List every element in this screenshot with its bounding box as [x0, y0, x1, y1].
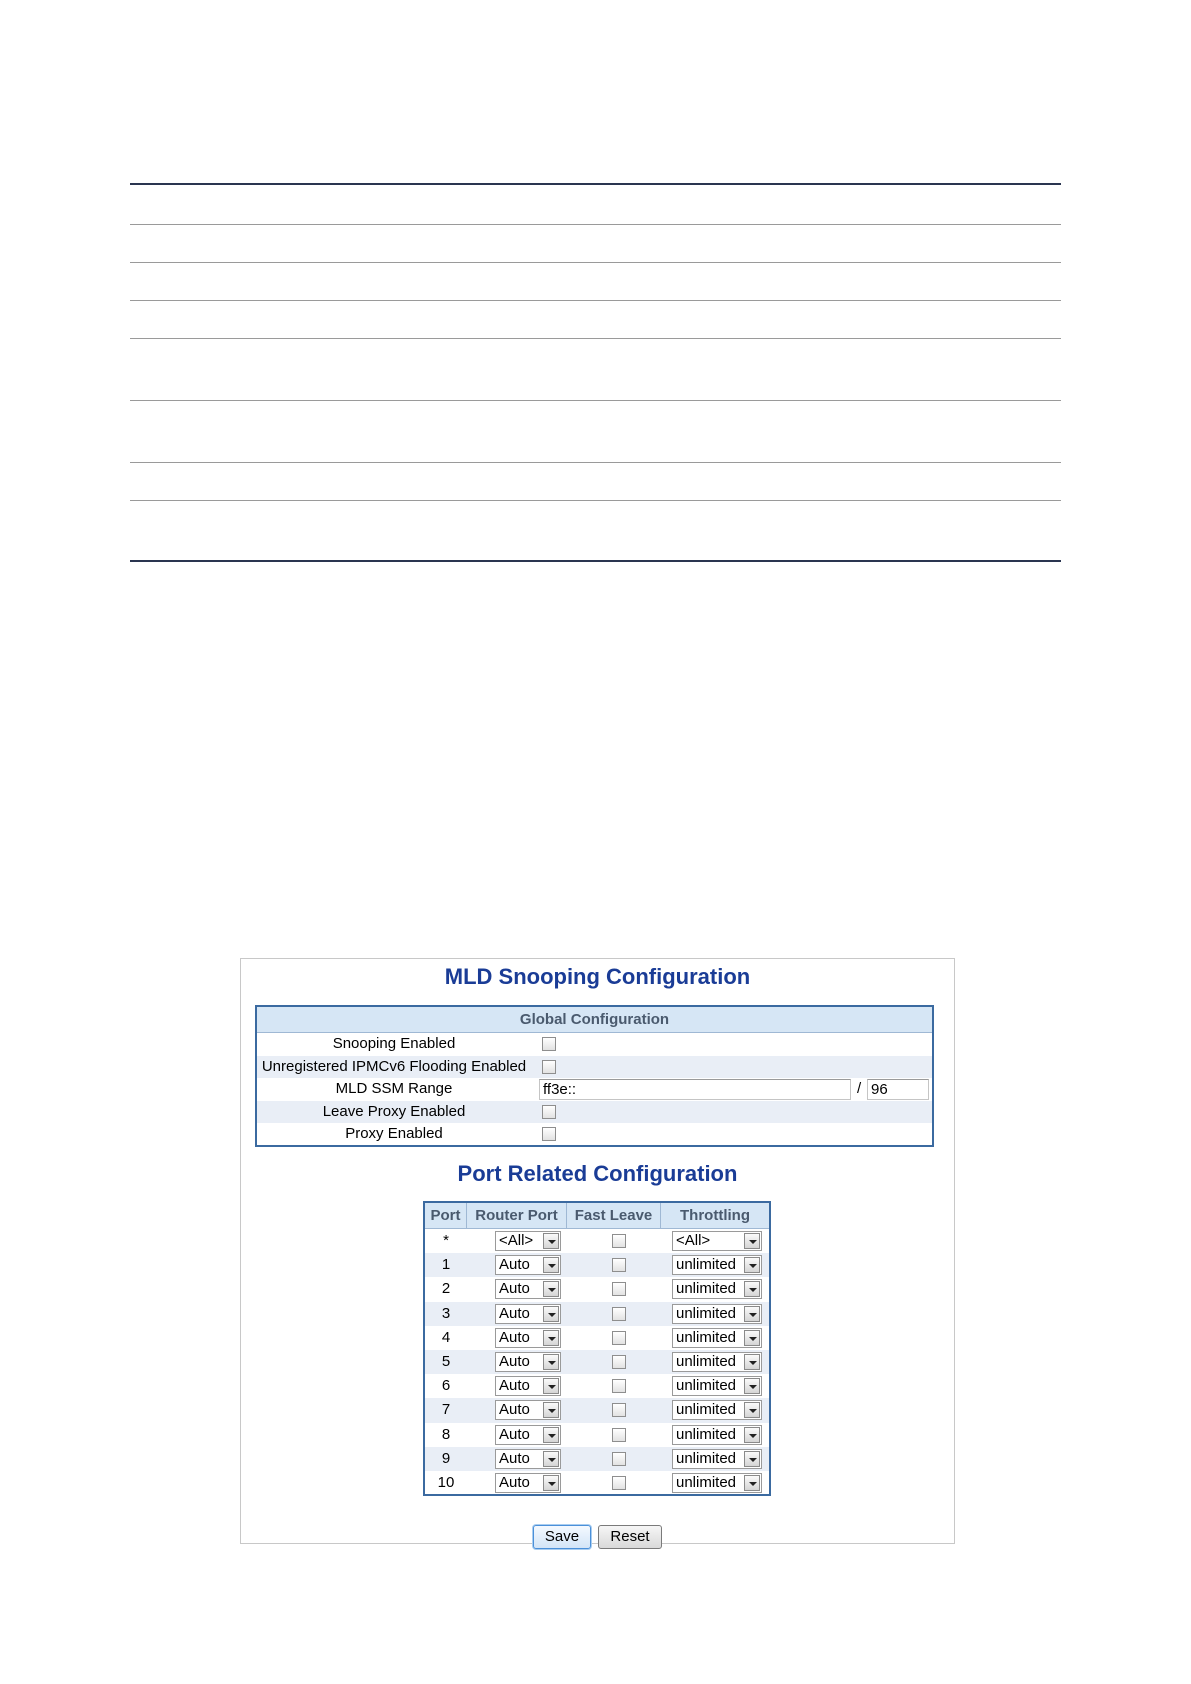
- chevron-down-icon[interactable]: [744, 1378, 760, 1394]
- throttling-value: unlimited: [676, 1449, 737, 1467]
- throttling-value: unlimited: [676, 1280, 737, 1298]
- table-row: [425, 1277, 769, 1301]
- throttling-select[interactable]: [672, 1352, 762, 1372]
- router-port-select[interactable]: [495, 1304, 561, 1324]
- fast-leave-checkbox[interactable]: [612, 1234, 626, 1248]
- chevron-down-icon[interactable]: [543, 1281, 559, 1297]
- router-port-value: Auto: [499, 1449, 530, 1467]
- router-port-value: Auto: [499, 1256, 530, 1274]
- chevron-down-icon[interactable]: [543, 1402, 559, 1418]
- router-port-select[interactable]: [495, 1400, 561, 1420]
- router-port-value: Auto: [499, 1425, 530, 1443]
- port-number: 7: [441, 1401, 451, 1419]
- port-number: *: [443, 1232, 449, 1249]
- table-row: [425, 1447, 769, 1471]
- chevron-down-icon[interactable]: [543, 1233, 559, 1249]
- ruled-table: [130, 183, 1061, 561]
- chevron-down-icon[interactable]: [744, 1402, 760, 1418]
- table-row: [425, 1423, 769, 1447]
- router-port-select[interactable]: [495, 1352, 561, 1372]
- port-number: 9: [441, 1449, 451, 1467]
- router-port-select[interactable]: [495, 1376, 561, 1396]
- chevron-down-icon[interactable]: [543, 1475, 559, 1491]
- table-rule-top: [130, 183, 1061, 185]
- throttling-value: unlimited: [676, 1328, 737, 1346]
- chevron-down-icon[interactable]: [744, 1281, 760, 1297]
- table-rule: [130, 262, 1061, 263]
- table-row: [425, 1374, 769, 1398]
- leave-proxy-row: [257, 1101, 932, 1124]
- table-row: [425, 1326, 769, 1350]
- snooping-enabled-label: Snooping Enabled: [332, 1035, 456, 1052]
- throttling-select[interactable]: [672, 1231, 762, 1251]
- table-row: [425, 1471, 769, 1495]
- port-number: 8: [441, 1425, 451, 1443]
- port-number: 3: [441, 1304, 451, 1322]
- throttling-value: unlimited: [676, 1401, 737, 1419]
- port-table-header: [425, 1203, 769, 1229]
- port-number: 2: [441, 1280, 451, 1298]
- throttling-select[interactable]: [672, 1400, 762, 1420]
- table-rule: [130, 224, 1061, 225]
- router-port-value: Auto: [499, 1352, 530, 1370]
- throttling-value: unlimited: [676, 1352, 737, 1370]
- ssm-range-separator: /: [857, 1080, 862, 1098]
- table-rule: [130, 400, 1061, 401]
- fast-leave-checkbox[interactable]: [612, 1452, 626, 1466]
- router-port-value: Auto: [499, 1401, 530, 1419]
- router-port-select[interactable]: [495, 1255, 561, 1275]
- leave-proxy-checkbox[interactable]: [542, 1105, 556, 1119]
- page-title: MLD Snooping Configuration: [444, 964, 751, 989]
- mld-snooping-panel: [240, 958, 955, 1544]
- throttling-select[interactable]: [672, 1279, 762, 1299]
- fast-leave-checkbox[interactable]: [612, 1428, 626, 1442]
- table-row: [425, 1253, 769, 1277]
- table-rule: [130, 338, 1061, 339]
- save-button[interactable]: Save: [533, 1525, 591, 1549]
- table-rule: [130, 462, 1061, 463]
- fast-leave-checkbox[interactable]: [612, 1258, 626, 1272]
- fast-leave-checkbox[interactable]: [612, 1282, 626, 1296]
- chevron-down-icon[interactable]: [744, 1306, 760, 1322]
- throttling-select[interactable]: [672, 1255, 762, 1275]
- ssm-range-label: MLD SSM Range: [335, 1080, 453, 1098]
- router-port-value: Auto: [499, 1304, 530, 1322]
- router-port-value: Auto: [499, 1473, 530, 1491]
- fast-leave-checkbox[interactable]: [612, 1476, 626, 1490]
- chevron-down-icon[interactable]: [543, 1354, 559, 1370]
- router-port-select[interactable]: [495, 1449, 561, 1469]
- ssm-range-prefix-input[interactable]: ff3e::: [539, 1079, 851, 1100]
- global-configuration-header: Global Configuration: [257, 1007, 932, 1033]
- chevron-down-icon[interactable]: [744, 1451, 760, 1467]
- router-port-select[interactable]: [495, 1473, 561, 1493]
- snooping-enabled-checkbox[interactable]: [542, 1037, 556, 1051]
- port-number: 5: [441, 1352, 451, 1370]
- port-configuration-table: [423, 1201, 771, 1496]
- chevron-down-icon[interactable]: [543, 1306, 559, 1322]
- table-row: [425, 1398, 769, 1422]
- port-number: 1: [441, 1256, 451, 1274]
- router-port-select[interactable]: [495, 1279, 561, 1299]
- chevron-down-icon[interactable]: [744, 1354, 760, 1370]
- chevron-down-icon[interactable]: [543, 1451, 559, 1467]
- table-row: [425, 1302, 769, 1326]
- unregistered-flooding-label: Unregistered IPMCv6 Flooding Enabled: [261, 1057, 527, 1075]
- unregistered-flooding-checkbox[interactable]: [542, 1060, 556, 1074]
- router-port-select[interactable]: [495, 1231, 561, 1251]
- fast-leave-checkbox[interactable]: [612, 1307, 626, 1321]
- fast-leave-checkbox[interactable]: [612, 1379, 626, 1393]
- table-rule: [130, 500, 1061, 501]
- throttling-select[interactable]: [672, 1449, 762, 1469]
- throttling-value: unlimited: [676, 1256, 737, 1274]
- proxy-enabled-checkbox[interactable]: [542, 1127, 556, 1141]
- chevron-down-icon[interactable]: [543, 1330, 559, 1346]
- port-number: 10: [437, 1473, 455, 1491]
- chevron-down-icon[interactable]: [744, 1427, 760, 1443]
- column-header-fast-leave: Fast Leave: [567, 1203, 661, 1228]
- router-port-value: Auto: [499, 1377, 530, 1395]
- fast-leave-checkbox[interactable]: [612, 1331, 626, 1345]
- throttling-select[interactable]: [672, 1328, 762, 1348]
- column-header-router-port: Router Port: [467, 1203, 567, 1228]
- chevron-down-icon[interactable]: [744, 1475, 760, 1491]
- reset-button[interactable]: Reset: [598, 1525, 662, 1549]
- global-configuration-table: [255, 1005, 934, 1147]
- router-port-select[interactable]: [495, 1425, 561, 1445]
- fast-leave-checkbox[interactable]: [612, 1403, 626, 1417]
- chevron-down-icon[interactable]: [744, 1330, 760, 1346]
- throttling-value: unlimited: [676, 1377, 737, 1395]
- column-header-port: Port: [425, 1203, 467, 1228]
- leave-proxy-label: Leave Proxy Enabled: [322, 1102, 466, 1120]
- port-table-body: [425, 1229, 769, 1495]
- table-row: [425, 1229, 769, 1253]
- ssm-range-row: [257, 1078, 932, 1101]
- throttling-select[interactable]: [672, 1473, 762, 1493]
- router-port-value: Auto: [499, 1328, 530, 1346]
- throttling-select[interactable]: [672, 1376, 762, 1396]
- ssm-range-length-input[interactable]: 96: [867, 1079, 929, 1100]
- chevron-down-icon[interactable]: [744, 1233, 760, 1249]
- fast-leave-checkbox[interactable]: [612, 1355, 626, 1369]
- router-port-select[interactable]: [495, 1328, 561, 1348]
- chevron-down-icon[interactable]: [543, 1257, 559, 1273]
- table-rule: [130, 300, 1061, 301]
- port-number: 4: [441, 1328, 451, 1346]
- unregistered-flooding-row: [257, 1056, 932, 1079]
- throttling-select[interactable]: [672, 1425, 762, 1445]
- proxy-enabled-label: Proxy Enabled: [345, 1125, 443, 1143]
- proxy-enabled-row: [257, 1123, 932, 1146]
- table-row: [425, 1350, 769, 1374]
- table-rule-bottom: [130, 560, 1061, 562]
- port-number: 6: [441, 1377, 451, 1395]
- chevron-down-icon[interactable]: [543, 1427, 559, 1443]
- throttling-select[interactable]: [672, 1304, 762, 1324]
- throttling-value: unlimited: [676, 1425, 737, 1443]
- chevron-down-icon[interactable]: [744, 1257, 760, 1273]
- column-header-throttling: Throttling: [680, 1207, 750, 1224]
- chevron-down-icon[interactable]: [543, 1378, 559, 1394]
- router-port-value: <All>: [499, 1232, 534, 1249]
- throttling-value: unlimited: [676, 1473, 737, 1491]
- port-section-title: Port Related Configuration: [457, 1161, 738, 1186]
- snooping-enabled-row: [257, 1033, 932, 1056]
- throttling-value: unlimited: [676, 1304, 737, 1322]
- throttling-value: <All>: [676, 1232, 711, 1249]
- router-port-value: Auto: [499, 1280, 530, 1298]
